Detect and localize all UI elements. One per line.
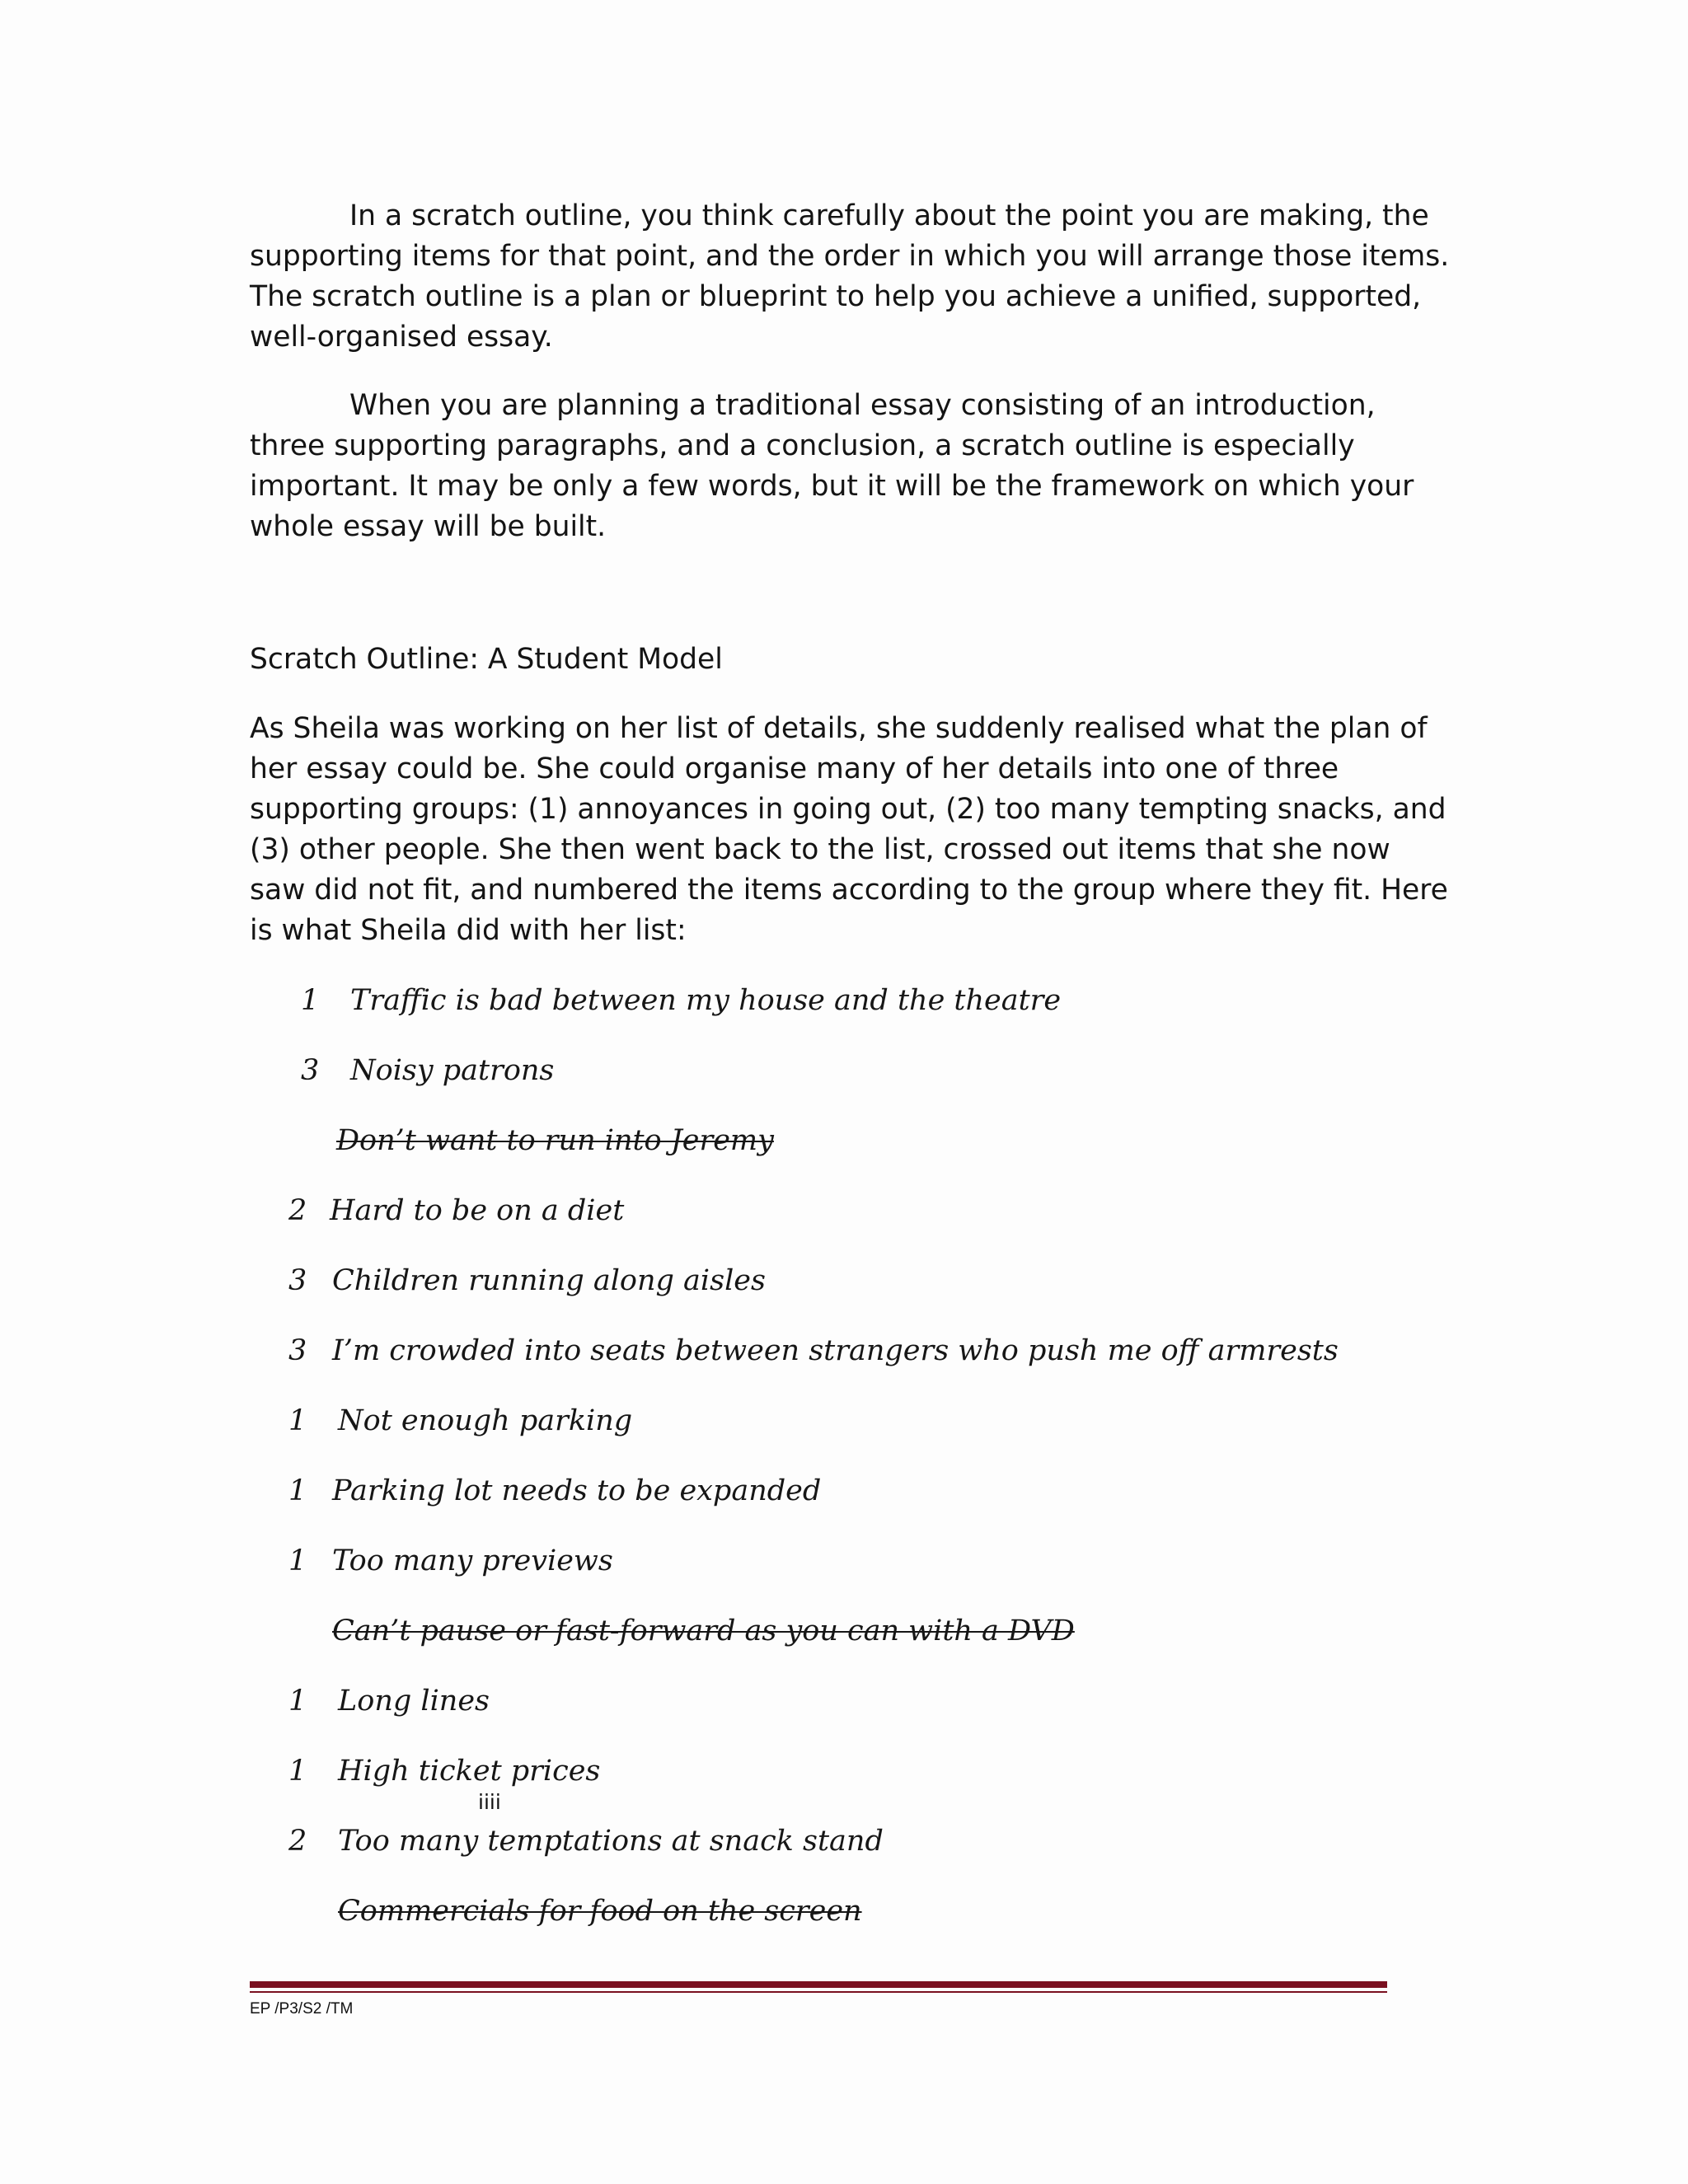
list-item-struck: Don’t want to run into Jeremy [336,1124,774,1157]
list-item-number: 2 [288,1825,307,1858]
list-item: Traffic is bad between my house and the theatre [350,984,1062,1017]
list-item: Too many temptations at snack stand [338,1825,884,1858]
list-item-number: 1 [288,1404,307,1437]
page-number: iiii [478,1790,501,1814]
list-item-number: 1 [288,1685,307,1718]
list-item-number: 3 [288,1264,307,1297]
footer-rule-thick [250,1981,1387,1988]
paragraph-traditional-essay: When you are planning a traditional essay consisting of an introduction, three supporting paragraphs, and a conclusion, a scratch outline is especially important. It may be only a few words, but it will be the framework on which your whole essay will be built. [250,389,1414,543]
list-item-struck: Commercials for food on the screen [338,1895,862,1928]
list-item-number: 3 [288,1334,307,1367]
paragraph-scratch-outline-intro: In a scratch outline, you think carefully about the point you are making, the supporting items for that point, and the order in which you will arrange those items. The scratch outline is a plan or blueprint to help you achieve a unified, supported, well-organised essay. [250,199,1450,354]
list-item-number: 1 [301,984,320,1017]
list-item: Parking lot needs to be expanded [332,1474,822,1507]
list-item-number: 1 [288,1755,307,1788]
list-item-number: 3 [301,1054,320,1087]
footer-rule-thin [250,1991,1387,1993]
list-item: Hard to be on a diet [330,1194,625,1227]
list-item-number: 1 [288,1474,307,1507]
list-item: Not enough parking [338,1404,633,1437]
list-item: Noisy patrons [350,1054,555,1087]
footer-code: EP /P3/S2 /TM [250,2000,354,2018]
list-item: Long lines [338,1685,490,1718]
list-item-number: 2 [288,1194,307,1227]
list-item: I’m crowded into seats between strangers who push me off armrests [332,1334,1339,1367]
list-item-number: 1 [288,1544,307,1577]
list-item: Too many previews [332,1544,613,1577]
list-item: Children running along aisles [332,1264,766,1297]
list-item-struck: Can’t pause or fast-forward as you can with a DVD [332,1615,1075,1647]
section-heading: Scratch Outline: A Student Model [250,643,723,676]
paragraph-sheila-model: As Sheila was working on her list of details, she suddenly realised what the plan of her essay could be. She could organise many of her details into one of three supporting groups: (1) annoyances in going out, (2) too many tempting snacks, and (3) other people. She then went back to the list, crossed out items that she now saw did not fit, and numbered the items according to the group where they fit. Here is what Sheila did with her list: [250,712,1448,947]
list-item: High ticket prices [338,1755,601,1788]
